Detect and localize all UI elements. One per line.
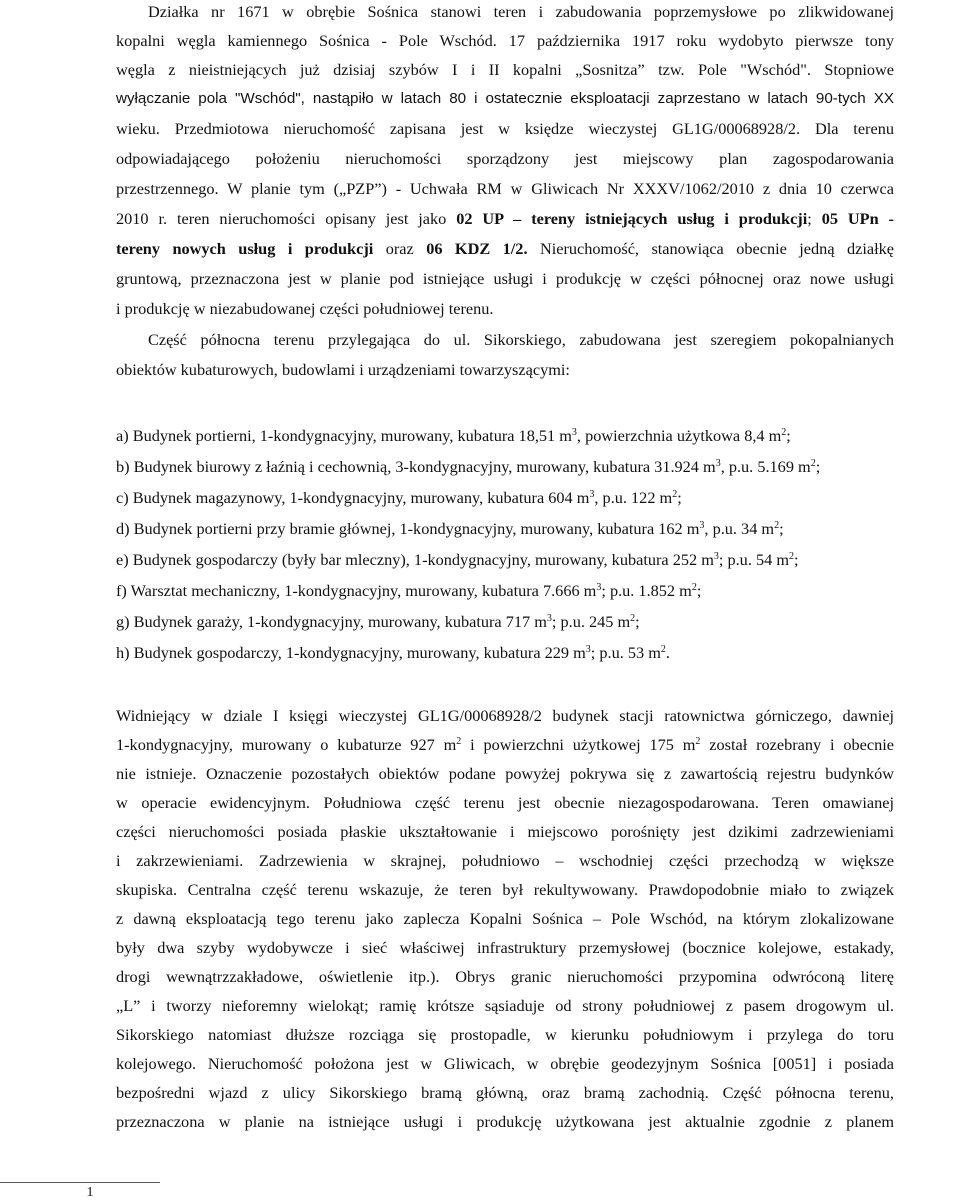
building-text: ; — [786, 426, 791, 445]
building-text: ; — [635, 612, 640, 631]
building-item-h — [116, 642, 894, 664]
text-line: nie istnieje. Oznaczenie pozostałych obiektów podane powyżej pokrywa się z zawartością rejestru budynków — [116, 764, 894, 783]
building-text: , p.u. 5.169 m — [720, 457, 811, 476]
unit-exponent: 2 — [630, 613, 636, 624]
building-text: ; — [793, 550, 799, 569]
text-line: wieku. Przedmiotowa nieruchomość zapisana jest w księdze wieczystej GL1G/00068928/2. Dla terenu — [116, 119, 894, 138]
building-text: b) Budynek biurowy z łaźnią i cechownią, 3-kondygnacyjny, murowany, kubatura 31.924 m — [116, 457, 716, 476]
unit-exponent: 3 — [596, 582, 602, 593]
building-item-f — [116, 580, 894, 602]
building-text: ; — [779, 519, 784, 538]
unit-exponent: 2 — [691, 582, 697, 593]
text-run: oraz — [373, 239, 427, 258]
text-line: Widniejący w dziale I księgi wieczystej GL1G/00068928/2 budynek stacji ratownictwa górniczego, dawniej — [116, 706, 894, 725]
building-text: d) Budynek portierni przy bramie głównej, 1-kondygnacyjny, murowany, kubatura 162 m — [116, 519, 700, 538]
building-item-g — [116, 611, 894, 633]
text-line: i produkcję w niezabudowanej części południowej terenu. — [116, 299, 494, 318]
building-text: , powierzchnia użytkowa 8,4 m — [576, 426, 782, 445]
text-line: wyłączanie pola "Wschód", nastąpiło w latach 80 i ostatecznie eksploatacji zaprzestano w latach 90-tych XX — [116, 90, 894, 107]
text-line: przeznaczona w planie na istniejące usługi i produkcję użytkowana jest aktualnie zgodnie z planem — [116, 1112, 894, 1131]
building-text: ; — [696, 581, 702, 600]
text-line: w operacie ewidencyjnym. Południowa część terenu jest obecnie niezagospodarowana. Teren omawianej — [116, 793, 894, 812]
page-number: 1 — [86, 1185, 94, 1200]
unit-exponent: 2 — [774, 520, 780, 531]
text-line: kolejowego. Nieruchomość położona jest w Gliwicach, w obrębie geodezyjnym Sośnica [0051] i posiada — [116, 1054, 894, 1073]
building-text: e) Budynek gospodarczy (były bar mleczny), 1-kondygnacyjny, murowany, kubatura 252 m — [116, 550, 714, 569]
unit-exponent: 3 — [699, 520, 705, 531]
unit-exponent: 2 — [672, 489, 678, 500]
text-line: bezpośredni wjazd z ulicy Sikorskiego bramą główną, oraz bramą zachodnią. Część północna terenu, — [116, 1083, 894, 1102]
zoning-symbol-06KDZ: 06 KDZ 1/2. — [426, 239, 528, 258]
zoning-symbol-02UP: 02 UP – tereny istniejących usług i produkcji — [456, 209, 808, 228]
text-line — [116, 208, 894, 230]
unit-exponent: 2 — [456, 736, 462, 747]
zoning-symbol-05UPn: 05 UPn - — [821, 209, 894, 228]
text-run: 1-kondygnacyjny, murowany o kubaturze 927 m — [116, 735, 457, 754]
building-item-c — [116, 487, 894, 509]
text-line: obiektów kubaturowych, budowlami i urządzeniami towarzyszącymi: — [116, 360, 570, 379]
text-run: 2010 r. teren nieruchomości opisany jest jako — [116, 209, 457, 228]
building-text: ; p.u. 1.852 m — [601, 581, 692, 600]
building-text: g) Budynek garaży, 1-kondygnacyjny, murowany, kubatura 717 m — [116, 612, 547, 631]
unit-exponent: 2 — [660, 644, 666, 655]
unit-exponent: 2 — [810, 458, 816, 469]
building-text: f) Warsztat mechaniczny, 1-kondygnacyjny, murowany, kubatura 7.666 m — [116, 581, 597, 600]
unit-exponent: 3 — [589, 489, 595, 500]
text-line: Sikorskiego natomiast dłuższe rozciąga się prostopadle, w kierunku południowym i przylega do toru — [116, 1025, 894, 1044]
text-line: „L” i tworzy nieforemny wielokąt; ramię krótsze sąsiaduje od strony południowej z pasem drogowym ul. — [116, 996, 894, 1015]
text-line: gruntową, przeznaczona jest w planie pod istniejące usługi i produkcję w części północnej oraz nowe usługi — [116, 269, 894, 288]
unit-exponent: 3 — [571, 427, 577, 438]
building-text: ; p.u. 54 m — [718, 550, 789, 569]
unit-exponent: 2 — [788, 551, 794, 562]
unit-exponent: 2 — [781, 427, 787, 438]
text-line — [116, 238, 894, 260]
zoning-description-05UPn: tereny nowych usług i produkcji — [116, 239, 374, 258]
text-run: został rozebrany i obecnie — [700, 735, 894, 754]
building-text: , p.u. 34 m — [704, 519, 775, 538]
building-item-b — [116, 456, 894, 478]
unit-exponent: 3 — [713, 551, 719, 562]
building-text: c) Budynek magazynowy, 1-kondygnacyjny, murowany, kubatura 604 m — [116, 488, 590, 507]
text-line: węgla z nieistniejących już dzisiaj szybów I i II kopalni „Sosnitza” tzw. Pole "Wschód". Stopniowe — [116, 60, 894, 79]
building-item-a — [116, 425, 894, 447]
unit-exponent: 2 — [695, 736, 701, 747]
building-text: a) Budynek portierni, 1-kondygnacyjny, murowany, kubatura 18,51 m — [116, 426, 572, 445]
building-text: . — [665, 643, 670, 662]
building-text: ; — [677, 488, 682, 507]
text-line: były dwa szyby wydobywcze i sieć właściwej infrastruktury przemysłowej (bocznice kolejowe, estakady, — [116, 938, 894, 957]
unit-exponent: 3 — [585, 644, 591, 655]
text-line: Część północna terenu przylegająca do ul. Sikorskiego, zabudowana jest szeregiem pokopalnianych — [148, 330, 894, 349]
text-line: i zakrzewieniami. Zadrzewienia w skrajnej, południowo – wschodniej części przechodzą w większe — [116, 851, 894, 870]
text-line: kopalni węgla kamiennego Sośnica - Pole Wschód. 17 października 1917 roku wydobyto pierwsze tony — [116, 31, 894, 50]
text-run: ; — [807, 209, 822, 228]
building-item-d — [116, 518, 894, 540]
building-item-e — [116, 549, 894, 571]
text-line: z dawną eksploatacją tego terenu jako zaplecza Kopalni Sośnica – Pole Wschód, na którym zlokalizowane — [116, 909, 894, 928]
text-run: i powierzchni użytkowej 175 m — [461, 735, 696, 754]
building-text: ; p.u. 53 m — [590, 643, 661, 662]
text-line: przestrzennego. W planie tym („PZP”) - Uchwała RM w Gliwicach Nr XXXV/1062/2010 z dnia 10 czerwca — [116, 179, 894, 198]
text-line: skupiska. Centralna część terenu wskazuje, że teren był rekultywowany. Prawdopodobnie miało to związek — [116, 880, 894, 899]
text-line: Działka nr 1671 w obrębie Sośnica stanowi teren i zabudowania poprzemysłowe po zlikwidowanej — [148, 2, 894, 21]
building-text: ; p.u. 245 m — [551, 612, 631, 631]
text-line: odpowiadającego położeniu nieruchomości sporządzony jest miejscowy plan zagospodarowania — [116, 149, 894, 168]
building-text: h) Budynek gospodarczy, 1-kondygnacyjny, murowany, kubatura 229 m — [116, 643, 586, 662]
text-run: Nieruchomość, stanowiąca obecnie jedną działkę — [527, 239, 894, 258]
text-line — [116, 734, 894, 756]
building-text: , p.u. 122 m — [594, 488, 673, 507]
unit-exponent: 3 — [715, 458, 721, 469]
text-line: części nieruchomości posiada płaskie ukształtowanie i miejscowo porośnięty jest dzikimi zadrzewieniami — [116, 822, 894, 841]
text-line: drogi wewnątrzzakładowe, oświetlenie itp.). Obrys granic nieruchomości przypomina odwróconą literę — [116, 967, 894, 986]
building-text: ; — [815, 457, 821, 476]
unit-exponent: 3 — [546, 613, 552, 624]
